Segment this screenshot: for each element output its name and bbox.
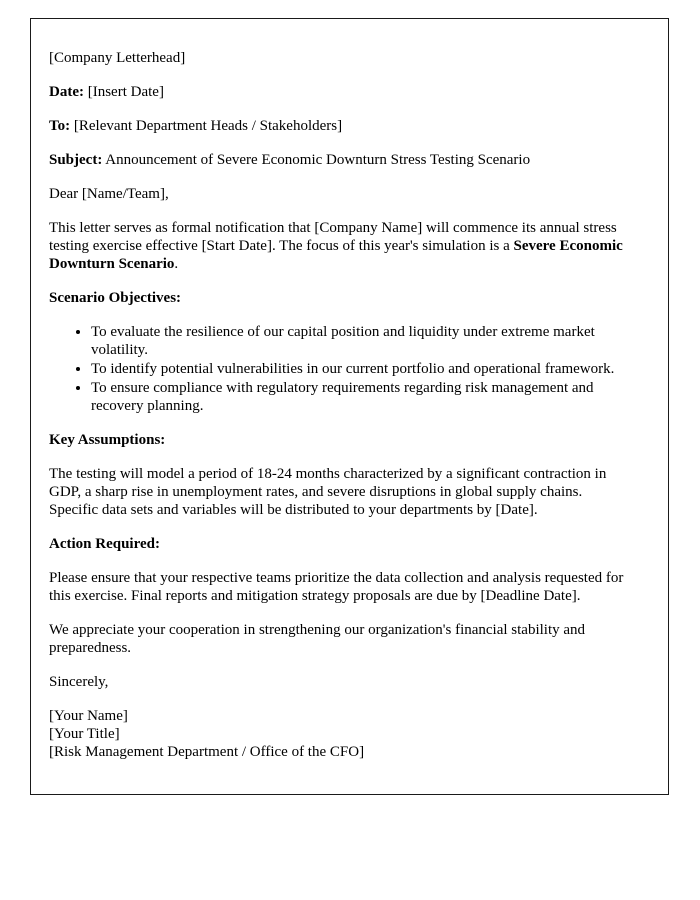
to-line (49, 117, 632, 135)
salutation-text: Dear [Name/Team], (49, 186, 169, 202)
assumptions-heading: Key Assumptions: (49, 432, 166, 448)
to-value: [Relevant Department Heads / Stakeholders] (73, 118, 343, 134)
intro-bold-text: Severe Economic Downturn Scenario (49, 238, 623, 272)
salutation (49, 185, 632, 203)
subject-line (49, 151, 632, 169)
assumptions-paragraph: The testing will model a period of 18-24 months characterized by a significant contraction in GDP, a sharp rise in unemployment rates, and severe disruptions in global supply chains. Specific data sets and variables will be distributed to your departments by [Date]. (49, 466, 607, 518)
intro-paragraph (49, 219, 632, 273)
date-line (49, 83, 632, 101)
objectives-list (49, 323, 632, 415)
subject-value: Announcement of Severe Economic Downturn Stress Testing Scenario (105, 152, 531, 168)
date-label: Date: (49, 84, 84, 100)
objectives-heading: Scenario Objectives: (49, 290, 182, 306)
signature-name: [Your Name] (49, 708, 128, 724)
to-label: To: (49, 118, 71, 134)
intro-text-end: . (174, 256, 179, 272)
letter-page (30, 18, 669, 795)
company-letterhead (49, 49, 632, 67)
list-item: • To evaluate the resilience of our capital position and liquidity under extreme market volatility. (91, 323, 632, 359)
signature-title: [Your Title] (49, 726, 120, 742)
signoff: Sincerely, (49, 674, 109, 690)
intro-text-start: This letter serves as formal notification that [Company Name] will commence its annual stress testing exercise effective [Start Date]. The focus of this year's simulation is a (49, 220, 617, 254)
date-value: [Insert Date] (87, 84, 164, 100)
signature-department: [Risk Management Department / Office of the CFO] (49, 744, 365, 760)
list-item: • To ensure compliance with regulatory requirements regarding risk management and recovery planning. (91, 379, 632, 415)
signature-block (49, 707, 632, 761)
list-item: • To identify potential vulnerabilities in our current portfolio and operational framework. (91, 360, 632, 378)
action-paragraph: Please ensure that your respective teams prioritize the data collection and analysis requested for this exercise. Final reports and mitigation strategy proposals are due by [Deadline Date]. (49, 570, 624, 604)
closing-paragraph: We appreciate your cooperation in strengthening our organization's financial stability and preparedness. (49, 622, 586, 656)
action-heading: Action Required: (49, 536, 160, 552)
subject-label: Subject: (49, 152, 103, 168)
letterhead-text: [Company Letterhead] (49, 50, 186, 66)
